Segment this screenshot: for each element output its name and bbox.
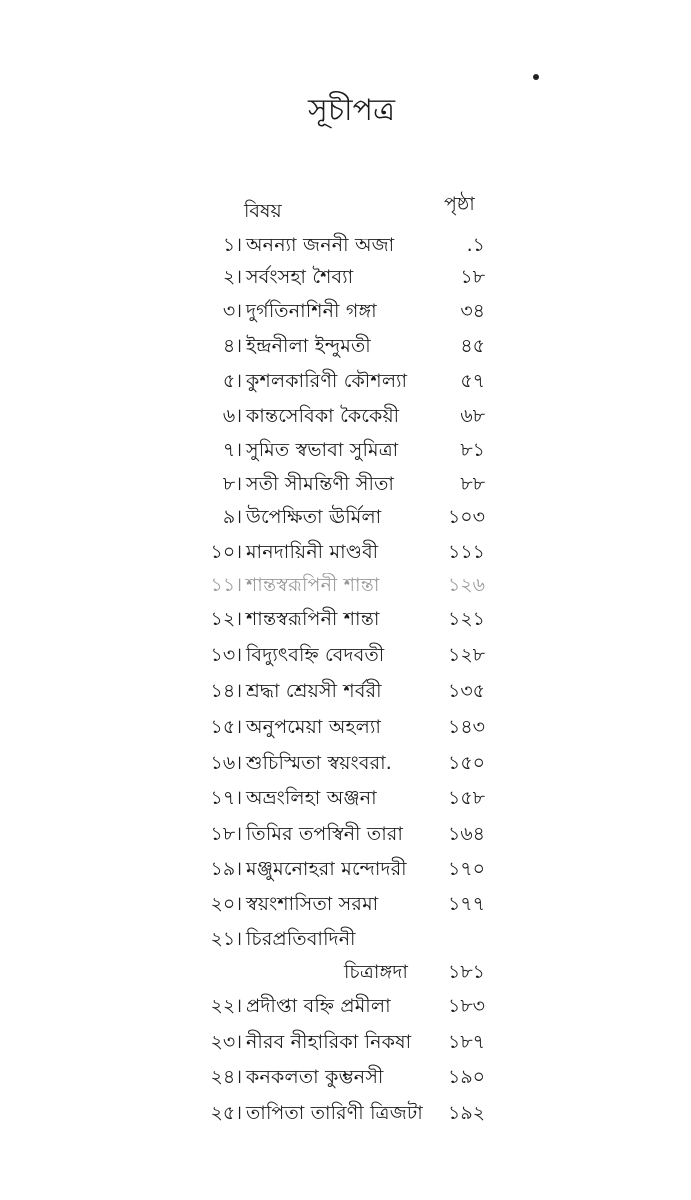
entry-page: ৮৮ <box>460 473 485 495</box>
entry-page: ১৩৫ <box>447 680 485 702</box>
entry-page: ১৫০ <box>447 752 485 774</box>
entry-title: কনকলতা কুম্ভনসী <box>246 1066 384 1088</box>
entry-page: ১২১ <box>447 608 485 630</box>
entry-page: ১৬৪ <box>447 823 485 845</box>
entry-page: ১৪৩ <box>447 716 485 738</box>
entry-title: উপেক্ষিতা ঊর্মিলা <box>246 506 382 528</box>
toc-entry <box>0 231 691 267</box>
entry-title: মানদায়িনী মাণ্ডবী <box>246 541 379 563</box>
entry-number: ১৪। <box>210 680 242 702</box>
toc-entry <box>0 925 691 961</box>
toc-entry <box>0 677 691 713</box>
column-header-page: পৃষ্ঠা <box>444 193 475 215</box>
entry-title: কান্তসেবিকা কৈকেয়ী <box>246 405 400 427</box>
entry-title: ইন্দ্রনীলা ইন্দুমতী <box>246 335 371 357</box>
toc-entry <box>0 855 691 891</box>
entry-page: ৪৫ <box>460 335 485 357</box>
page-title: সূচীপত্র <box>308 93 395 128</box>
toc-entry <box>0 992 691 1028</box>
entry-page: ৫৭ <box>460 370 485 392</box>
entry-number: ৭। <box>222 439 242 461</box>
entry-title: অভ্রংলিহা অঞ্জনা <box>246 787 377 809</box>
entry-number: ২৫। <box>210 1102 242 1124</box>
entry-title: কুশলকারিণী কৌশল্যা <box>246 370 408 392</box>
entry-page: ৮১ <box>460 439 485 461</box>
entry-number: ১৫। <box>210 716 242 738</box>
toc-entry <box>0 470 691 506</box>
entry-title: চিরপ্রতিবাদিনী <box>246 928 356 950</box>
entry-page: ১৯২ <box>447 1102 485 1124</box>
entry-page: ১২৮ <box>447 644 485 666</box>
toc-entry <box>0 605 691 641</box>
entry-page: ১৮১ <box>448 961 485 983</box>
entry-page: ১৮ <box>460 266 485 288</box>
entry-page: ১৮৭ <box>447 1031 485 1053</box>
entry-page: ১৮৩ <box>447 995 485 1017</box>
entry-number: ৮। <box>222 473 242 495</box>
entry-title: সতী সীমন্তিণী সীতা <box>246 473 395 495</box>
entry-page: ১৭৭ <box>447 893 485 915</box>
toc-entry-faded <box>0 571 691 607</box>
toc-entry <box>0 332 691 368</box>
entry-title: শান্তস্বরূপিনী শান্তা <box>246 574 380 596</box>
entry-title: তিমির তপস্বিনী তারা <box>246 823 404 845</box>
toc-entry-continuation <box>0 958 691 994</box>
entry-number: ১৮। <box>210 823 242 845</box>
toc-entry <box>0 538 691 574</box>
entry-number: ১৯। <box>210 858 242 880</box>
entry-title: প্রদীপ্তা বহ্নি প্রমীলা <box>246 995 391 1017</box>
toc-entry <box>0 263 691 299</box>
entry-title: শুচিস্মিতা স্বয়ংবরা. <box>246 752 393 774</box>
entry-title: সুমিত স্বভাবা সুমিত্রা <box>246 439 399 461</box>
entry-title: শ্রদ্ধা শ্রেয়সী শর্বরী <box>246 680 382 702</box>
toc-entry <box>0 367 691 403</box>
toc-entry <box>0 503 691 539</box>
entry-title: দুর্গতিনাশিনী গঙ্গা <box>246 300 377 322</box>
entry-title: মঞ্জুমনোহরা মন্দোদরী <box>246 858 407 880</box>
entry-number: ১। <box>222 234 242 256</box>
entry-page: ৩৪ <box>460 300 485 322</box>
toc-entry <box>0 1099 691 1135</box>
entry-number: ১১। <box>210 574 242 596</box>
entry-number: ২। <box>222 266 242 288</box>
entry-number: ১৩। <box>210 644 242 666</box>
entry-title: অনুপমেয়া অহল্যা <box>246 716 382 738</box>
entry-title: তাপিতা তারিণী ত্রিজটা <box>246 1102 423 1124</box>
entry-number: ৬। <box>222 405 242 427</box>
entry-number: ২০। <box>210 893 242 915</box>
entry-page: ১৭০ <box>447 858 485 880</box>
entry-page: ৬৮ <box>460 405 485 427</box>
column-header-subject: বিষয় <box>244 200 282 222</box>
entry-number: ৩। <box>222 300 242 322</box>
entry-page: ১১১ <box>448 541 485 563</box>
entry-number: ৫। <box>222 370 242 392</box>
entry-page: ১৫৮ <box>448 787 485 809</box>
entry-page: ১২৬ <box>447 574 485 596</box>
toc-entry <box>0 713 691 749</box>
entry-number: ১২। <box>210 608 242 630</box>
toc-entry <box>0 402 691 438</box>
entry-number: ১০। <box>210 541 242 563</box>
toc-entry <box>0 641 691 677</box>
entry-number: ২১। <box>210 928 242 950</box>
toc-entry <box>0 1028 691 1064</box>
toc-entry <box>0 297 691 333</box>
entry-number: ২৩। <box>210 1031 242 1053</box>
toc-entry <box>0 784 691 820</box>
toc-entry <box>0 436 691 472</box>
entry-title: নীরব নীহারিকা নিকষা <box>246 1031 412 1053</box>
entry-title: স্বয়ংশাসিতা সরমা <box>246 893 379 915</box>
ink-dot <box>533 74 539 80</box>
toc-entry <box>0 820 691 856</box>
entry-title: চিত্রাঙ্গদা <box>344 961 409 983</box>
entry-page: .১ <box>466 234 485 256</box>
entry-number: ২৪। <box>210 1066 242 1088</box>
entry-number: ১৭। <box>210 787 242 809</box>
entry-page: ১৯০ <box>447 1066 485 1088</box>
toc-entry <box>0 749 691 785</box>
entry-title: সর্বংসহা শৈব্যা <box>246 266 354 288</box>
entry-title: শান্তস্বরূপিনী শান্তা <box>246 608 380 630</box>
entry-title: অনন্যা জননী অজা <box>246 234 395 256</box>
toc-entry <box>0 890 691 926</box>
entry-page: ১০৩ <box>447 506 485 528</box>
toc-entry <box>0 1063 691 1099</box>
entry-number: ২২। <box>210 995 242 1017</box>
entry-number: ৪। <box>222 335 242 357</box>
entry-title: বিদ্যুৎবহ্নি বেদবতী <box>246 644 385 666</box>
entry-number: ১৬। <box>210 752 242 774</box>
entry-number: ৯। <box>222 506 242 528</box>
